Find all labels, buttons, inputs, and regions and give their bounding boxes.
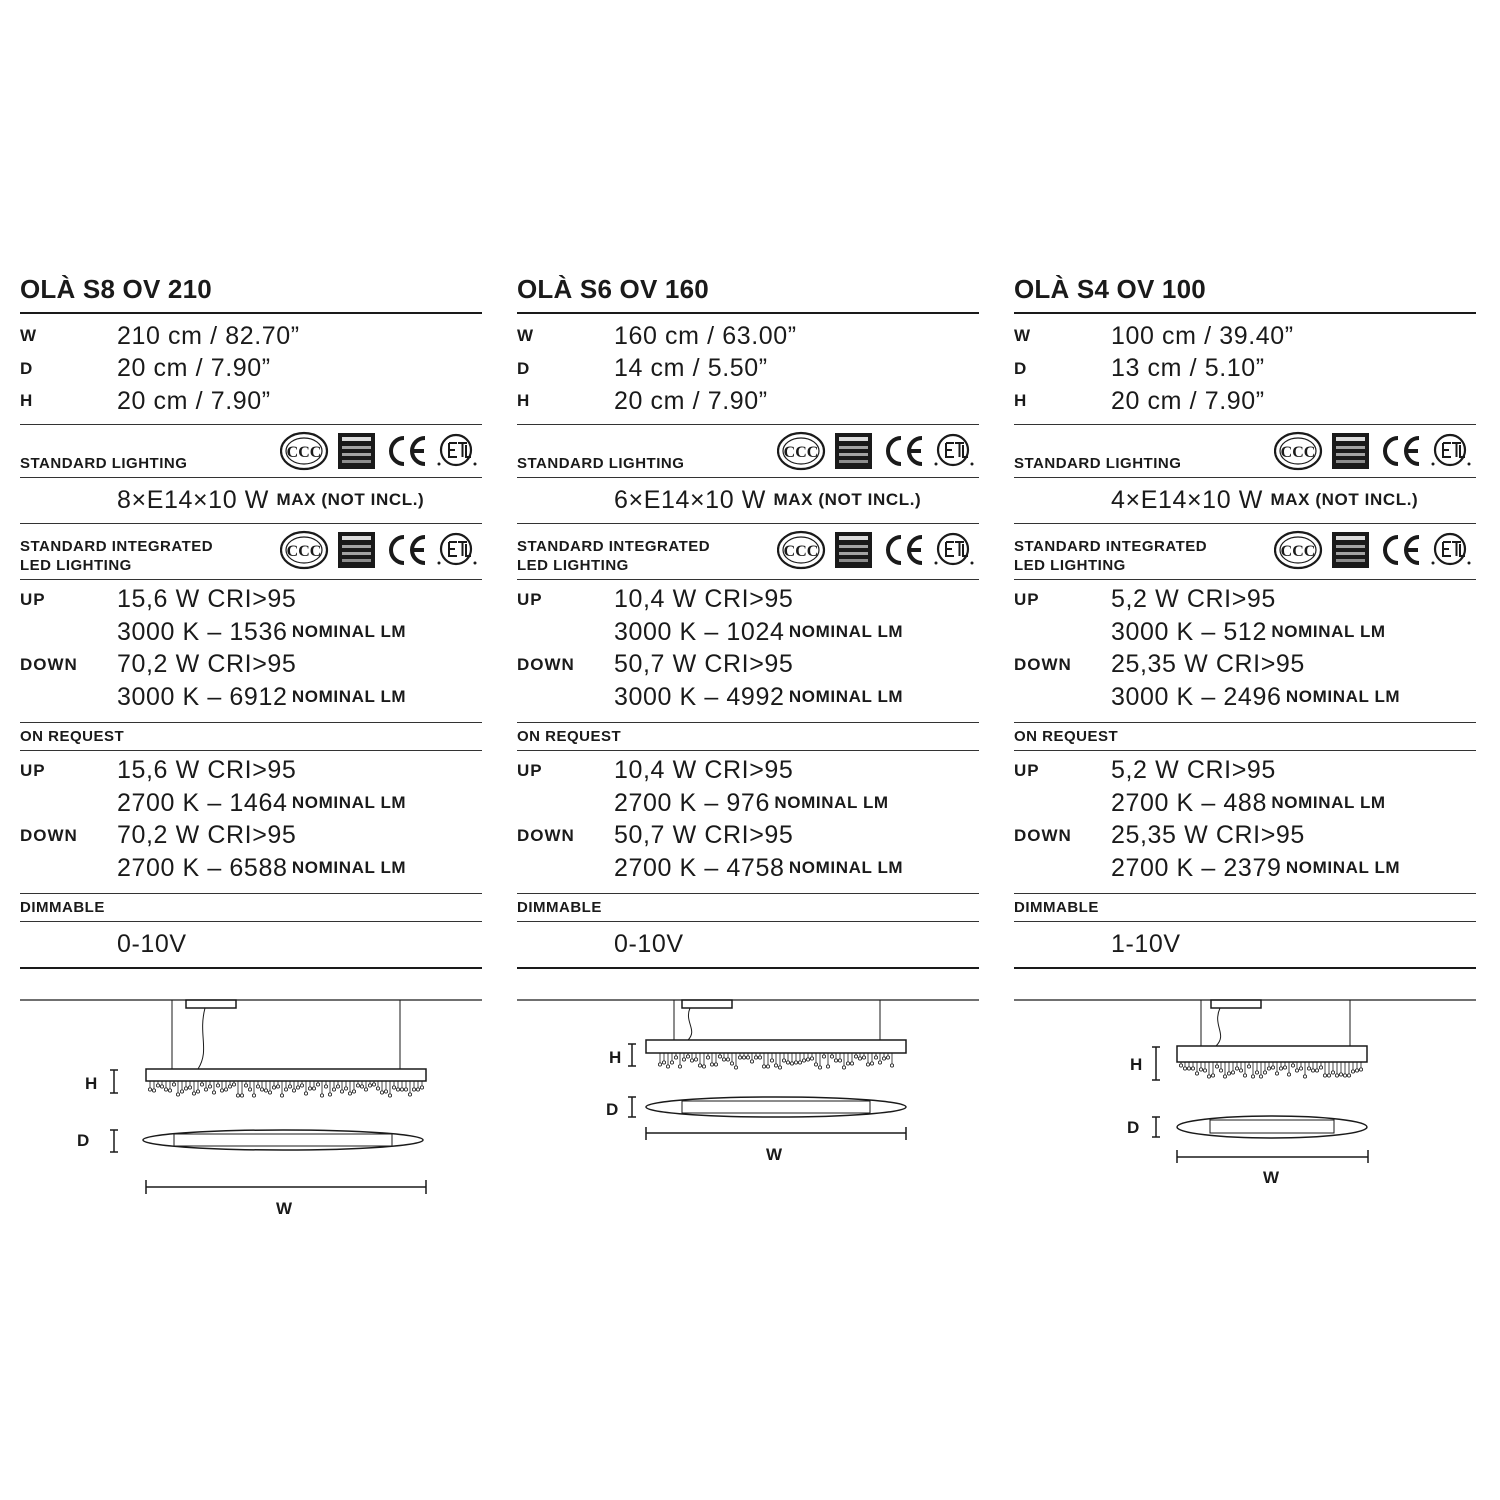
dimming-range: 0-10V — [117, 929, 187, 958]
drawing-d-label: D — [77, 1131, 90, 1150]
up-label: UP — [20, 589, 46, 609]
ccc-mark-icon — [281, 433, 327, 469]
request-up-row — [20, 755, 482, 788]
max-note: MAX (NOT INCL.) — [276, 490, 425, 509]
max-note: MAX (NOT INCL.) — [773, 490, 922, 509]
ccc-mark-icon — [281, 532, 327, 568]
iecee-mark-icon — [835, 433, 872, 469]
depth-row — [1014, 353, 1476, 386]
request-up-lm-row — [20, 787, 482, 820]
led-down-watt: 25,35 W CRI>95 — [1111, 650, 1305, 679]
drawing-d-label: D — [1127, 1118, 1140, 1137]
led-lighting-header — [20, 524, 482, 579]
width-label: W — [1014, 326, 1032, 346]
up-label: UP — [517, 760, 543, 780]
depth-value: 14 cm / 5.50” — [614, 354, 768, 383]
canopy — [682, 1000, 732, 1008]
standard-lighting-label: STANDARD LIGHTING — [517, 454, 685, 472]
height-value: 20 cm / 7.90” — [1111, 386, 1265, 415]
lamp-body-top — [143, 1130, 423, 1150]
crystal-drops — [1179, 1062, 1362, 1078]
width-value: 210 cm / 82.70” — [117, 321, 300, 350]
standard-lighting-value — [1014, 478, 1476, 523]
up-label: UP — [1014, 589, 1040, 609]
led-down-lm-row — [1014, 681, 1476, 714]
height-label: H — [20, 391, 34, 411]
drawing-h-label: H — [609, 1048, 622, 1067]
depth-label: D — [517, 358, 531, 378]
etl-mark-icon — [935, 534, 974, 565]
height-value: 20 cm / 7.90” — [614, 386, 768, 415]
lamp-body-side — [646, 1040, 906, 1053]
drawing-h-label: H — [85, 1074, 98, 1093]
dimmable-header: DIMMABLE — [20, 898, 105, 916]
divider — [517, 967, 979, 969]
product-column-1 — [20, 270, 482, 969]
svg-text:CCC: CCC — [286, 542, 322, 560]
nominal-lm-label: NOMINAL LM — [1285, 858, 1401, 878]
drawing-w-label: W — [1263, 1168, 1280, 1187]
down-label: DOWN — [1014, 654, 1072, 674]
request-up-lumen: 2700 K – 1464 — [117, 788, 288, 817]
led-lighting-header — [517, 524, 979, 579]
svg-text:CCC: CCC — [783, 542, 819, 560]
request-up-lumen: 2700 K – 488 — [1111, 788, 1267, 817]
led-label-line1: STANDARD INTEGRATED — [1014, 537, 1208, 555]
ce-mark-icon — [1385, 537, 1419, 563]
svg-text:CCC: CCC — [1280, 542, 1316, 560]
divider — [20, 967, 482, 969]
request-down-lm-row — [20, 852, 482, 885]
etl-mark-icon — [438, 534, 477, 565]
height-row — [1014, 385, 1476, 418]
led-up-watt: 10,4 W CRI>95 — [614, 585, 794, 614]
height-marker — [1152, 1047, 1160, 1080]
request-up-row — [1014, 755, 1476, 788]
certification-marks-svg — [777, 530, 979, 570]
ce-mark-icon — [391, 537, 425, 563]
certification-marks — [777, 530, 979, 575]
up-label: UP — [20, 760, 46, 780]
nominal-lm-label: NOMINAL LM — [1271, 793, 1386, 813]
depth-label: D — [1014, 358, 1028, 378]
drawing-w-label: W — [276, 1199, 293, 1218]
on-request-header: ON REQUEST — [1014, 727, 1119, 745]
request-up-row — [517, 755, 979, 788]
ccc-mark-icon — [1275, 433, 1321, 469]
width-label: W — [20, 326, 38, 346]
led-up-lumen: 3000 K – 512 — [1111, 617, 1267, 646]
led-down-watt: 70,2 W CRI>95 — [117, 650, 297, 679]
led-down-row — [1014, 649, 1476, 682]
dimming-range: 1-10V — [1111, 929, 1181, 958]
up-label: UP — [517, 589, 543, 609]
certification-marks-svg — [280, 431, 482, 471]
depth-row — [20, 353, 482, 386]
dimmable-header: DIMMABLE — [1014, 898, 1099, 916]
led-up-row — [517, 584, 979, 617]
height-value: 20 cm / 7.90” — [117, 386, 271, 415]
max-note: MAX (NOT INCL.) — [1270, 490, 1419, 509]
on-request-header: ON REQUEST — [517, 727, 622, 745]
standard-lighting-header — [517, 425, 979, 477]
product-title: OLÀ S6 OV 160 — [517, 274, 709, 304]
width-row — [1014, 320, 1476, 353]
led-down-lm-row — [20, 681, 482, 714]
request-down-row — [517, 820, 979, 853]
height-marker — [628, 1044, 636, 1066]
depth-marker — [1152, 1117, 1160, 1137]
led-down-watt: 50,7 W CRI>95 — [614, 650, 794, 679]
height-row — [20, 385, 482, 418]
request-down-watt: 25,35 W CRI>95 — [1111, 821, 1305, 850]
standard-lighting-header — [20, 425, 482, 477]
request-down-watt: 50,7 W CRI>95 — [614, 821, 794, 850]
lamp-body-side — [1177, 1046, 1367, 1062]
lamp-inner-top — [1210, 1120, 1334, 1133]
drawing-olà-s4 — [1014, 1000, 1476, 1163]
nominal-lm-label: NOMINAL LM — [291, 858, 407, 878]
standard-lighting-label: STANDARD LIGHTING — [1014, 454, 1182, 472]
width-row — [20, 320, 482, 353]
request-down-lumen: 2700 K – 4758 — [614, 853, 785, 882]
depth-label: D — [20, 358, 34, 378]
height-row — [517, 385, 979, 418]
certification-marks — [280, 431, 482, 476]
dimmable-value — [1014, 922, 1476, 967]
request-down-lumen: 2700 K – 6588 — [117, 853, 288, 882]
led-label-line1: STANDARD INTEGRATED — [20, 537, 214, 555]
request-down-row — [1014, 820, 1476, 853]
request-up-watt: 10,4 W CRI>95 — [614, 756, 794, 785]
request-up-lm-row — [517, 787, 979, 820]
request-up-lm-row — [1014, 787, 1476, 820]
width-value: 100 cm / 39.40” — [1111, 321, 1294, 350]
nominal-lm-label: NOMINAL LM — [788, 622, 904, 642]
led-label-line2: LED LIGHTING — [20, 556, 132, 574]
nominal-lm-label: NOMINAL LM — [291, 622, 407, 642]
crystal-drops — [148, 1081, 423, 1097]
power-cord — [1216, 1008, 1221, 1046]
dimmable-value — [20, 922, 482, 967]
led-up-lm-row — [20, 616, 482, 649]
drawing-h-label: H — [1130, 1055, 1143, 1074]
lamp-inner-top — [682, 1101, 870, 1113]
product-title: OLÀ S4 OV 100 — [1014, 274, 1206, 304]
width-marker — [1177, 1150, 1368, 1163]
drawing-d-label: D — [606, 1100, 619, 1119]
led-up-row — [1014, 584, 1476, 617]
depth-row — [517, 353, 979, 386]
nominal-lm-label: NOMINAL LM — [291, 687, 407, 707]
dimmable-value — [517, 922, 979, 967]
drawing-w-label: W — [766, 1145, 783, 1164]
width-marker — [646, 1127, 906, 1140]
standard-lighting-value — [20, 478, 482, 523]
iecee-mark-icon — [338, 532, 375, 568]
led-up-lm-row — [517, 616, 979, 649]
down-label: DOWN — [20, 825, 78, 845]
request-down-lumen: 2700 K – 2379 — [1111, 853, 1282, 882]
ce-mark-icon — [888, 537, 922, 563]
svg-text:CCC: CCC — [783, 443, 819, 461]
led-up-watt: 5,2 W CRI>95 — [1111, 585, 1276, 614]
standard-lighting-header — [1014, 425, 1476, 477]
depth-marker — [628, 1097, 636, 1117]
ccc-mark-icon — [1275, 532, 1321, 568]
etl-mark-icon — [1432, 534, 1471, 565]
down-label: DOWN — [517, 654, 575, 674]
ce-mark-icon — [888, 438, 922, 464]
certification-marks-svg — [1274, 530, 1476, 570]
lamp-body-top — [1177, 1116, 1367, 1138]
certification-marks — [280, 530, 482, 575]
lamp-body-side — [146, 1069, 426, 1081]
certification-marks-svg — [1274, 431, 1476, 471]
request-up-lumen: 2700 K – 976 — [614, 788, 770, 817]
request-up-watt: 15,6 W CRI>95 — [117, 756, 297, 785]
nominal-lm-label: NOMINAL LM — [788, 858, 904, 878]
height-marker — [110, 1070, 118, 1093]
led-up-lumen: 3000 K – 1536 — [117, 617, 288, 646]
up-label: UP — [1014, 760, 1040, 780]
nominal-lm-label: NOMINAL LM — [291, 793, 407, 813]
product-title: OLÀ S8 OV 210 — [20, 274, 212, 304]
product-column-3 — [1014, 270, 1476, 969]
led-up-lm-row — [1014, 616, 1476, 649]
request-down-row — [20, 820, 482, 853]
drawing-olà-s8 — [20, 1000, 482, 1194]
bulb-spec: 4×E14×10 W — [1111, 485, 1263, 514]
led-label-line1: STANDARD INTEGRATED — [517, 537, 711, 555]
led-down-lumen: 3000 K – 2496 — [1111, 682, 1282, 711]
svg-text:CCC: CCC — [1280, 443, 1316, 461]
on-request-header: ON REQUEST — [20, 727, 125, 745]
lamp-inner-top — [174, 1134, 392, 1146]
led-down-lumen: 3000 K – 4992 — [614, 682, 785, 711]
etl-mark-icon — [1432, 435, 1471, 466]
standard-lighting-value — [517, 478, 979, 523]
dimming-range: 0-10V — [614, 929, 684, 958]
nominal-lm-label: NOMINAL LM — [788, 687, 904, 707]
led-up-watt: 15,6 W CRI>95 — [117, 585, 297, 614]
bulb-spec: 8×E14×10 W — [117, 485, 269, 514]
svg-text:CCC: CCC — [286, 443, 322, 461]
ccc-mark-icon — [778, 532, 824, 568]
etl-mark-icon — [935, 435, 974, 466]
down-label: DOWN — [20, 654, 78, 674]
drawing-olà-s6 — [517, 1000, 979, 1140]
led-down-row — [517, 649, 979, 682]
depth-value: 20 cm / 7.90” — [117, 354, 271, 383]
ce-mark-icon — [391, 438, 425, 464]
ce-mark-icon — [1385, 438, 1419, 464]
iecee-mark-icon — [835, 532, 872, 568]
depth-marker — [110, 1130, 118, 1152]
led-lighting-header — [1014, 524, 1476, 579]
etl-mark-icon — [438, 435, 477, 466]
led-down-lumen: 3000 K – 6912 — [117, 682, 288, 711]
down-label: DOWN — [1014, 825, 1072, 845]
crystal-drops — [658, 1053, 893, 1069]
iecee-mark-icon — [1332, 433, 1369, 469]
dimmable-header: DIMMABLE — [517, 898, 602, 916]
iecee-mark-icon — [1332, 532, 1369, 568]
power-cord — [688, 1008, 692, 1040]
ccc-mark-icon — [778, 433, 824, 469]
canopy — [1211, 1000, 1261, 1008]
bulb-spec: 6×E14×10 W — [614, 485, 766, 514]
led-up-lumen: 3000 K – 1024 — [614, 617, 785, 646]
nominal-lm-label: NOMINAL LM — [774, 793, 889, 813]
depth-value: 13 cm / 5.10” — [1111, 354, 1265, 383]
technical-drawings — [0, 990, 1500, 1250]
width-row — [517, 320, 979, 353]
certification-marks — [1274, 530, 1476, 575]
down-label: DOWN — [517, 825, 575, 845]
led-down-lm-row — [517, 681, 979, 714]
width-marker — [146, 1180, 426, 1194]
certification-marks — [1274, 431, 1476, 476]
led-label-line2: LED LIGHTING — [517, 556, 629, 574]
certification-marks-svg — [280, 530, 482, 570]
request-down-lm-row — [517, 852, 979, 885]
power-cord — [198, 1008, 205, 1069]
height-label: H — [1014, 391, 1028, 411]
request-up-watt: 5,2 W CRI>95 — [1111, 756, 1276, 785]
request-down-watt: 70,2 W CRI>95 — [117, 821, 297, 850]
lamp-body-top — [646, 1097, 906, 1117]
nominal-lm-label: NOMINAL LM — [1285, 687, 1401, 707]
nominal-lm-label: NOMINAL LM — [1271, 622, 1386, 642]
led-up-row — [20, 584, 482, 617]
width-label: W — [517, 326, 535, 346]
product-column-2 — [517, 270, 979, 969]
standard-lighting-label: STANDARD LIGHTING — [20, 454, 188, 472]
canopy — [186, 1000, 236, 1008]
iecee-mark-icon — [338, 433, 375, 469]
request-down-lm-row — [1014, 852, 1476, 885]
certification-marks-svg — [777, 431, 979, 471]
led-down-row — [20, 649, 482, 682]
width-value: 160 cm / 63.00” — [614, 321, 797, 350]
led-label-line2: LED LIGHTING — [1014, 556, 1126, 574]
height-label: H — [517, 391, 531, 411]
divider — [1014, 967, 1476, 969]
certification-marks — [777, 431, 979, 476]
